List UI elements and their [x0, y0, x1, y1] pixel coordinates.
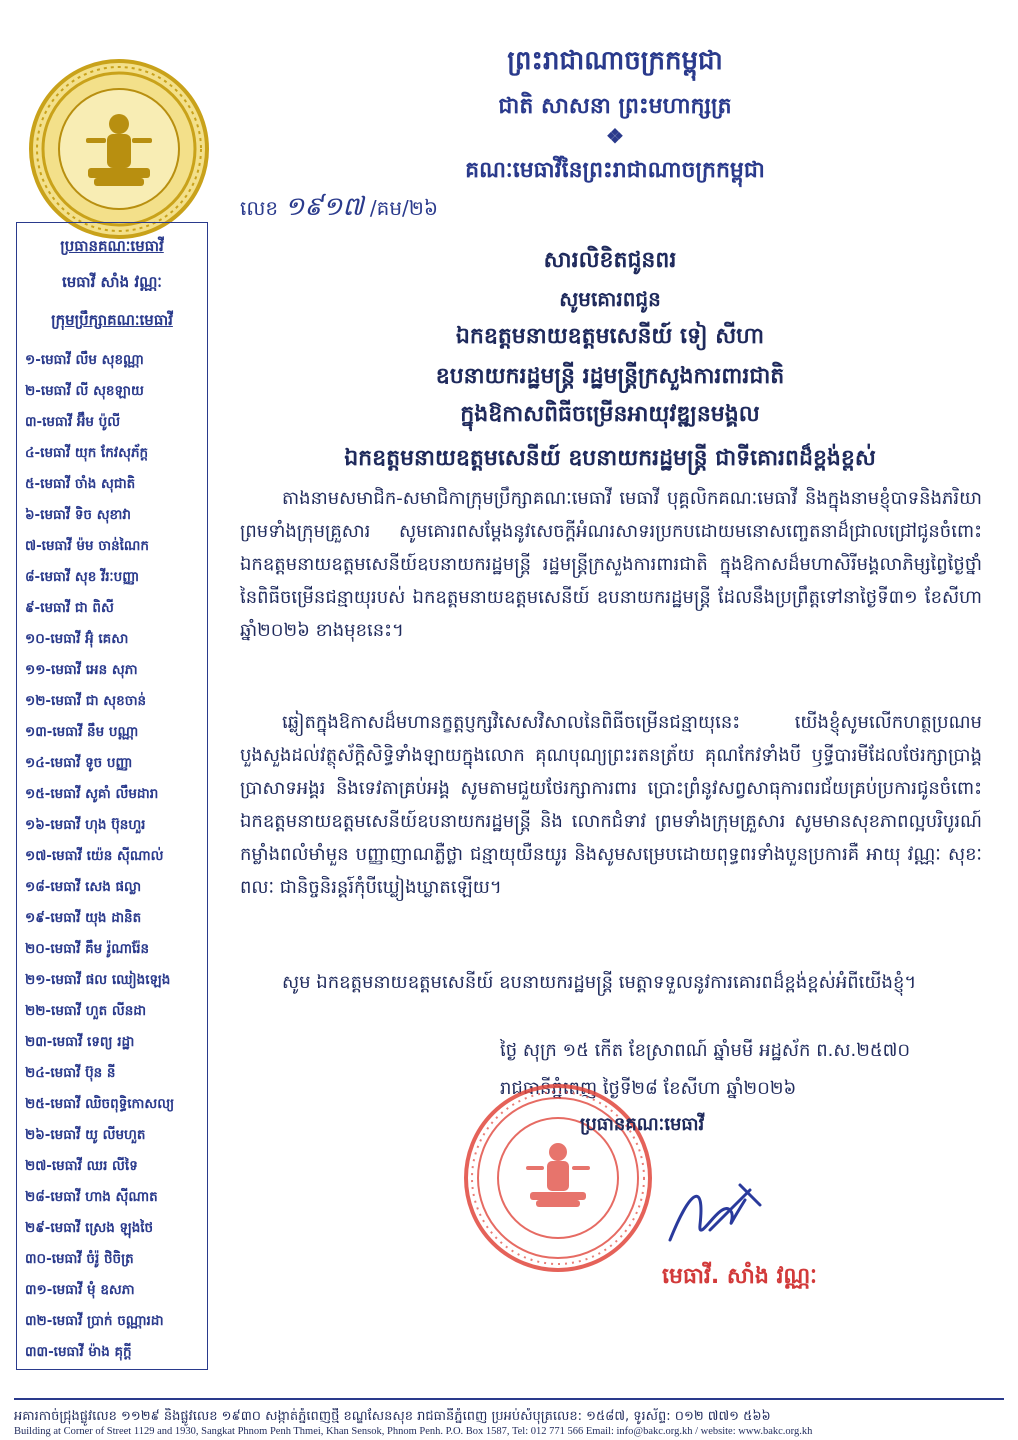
council-member: ២១-មេធាវី ផល ឈៀងឡេង	[25, 972, 171, 988]
official-red-stamp	[462, 1082, 654, 1274]
council-member: ៧-មេធាវី ម៉ម ចាន់ណៃក	[25, 538, 149, 554]
national-motto: ជាតិ សាសនា ព្រះមហាក្សត្រ	[498, 93, 732, 119]
bar-association-emblem	[28, 58, 210, 240]
president-label: ប្រធានគណៈមេធាវី	[60, 237, 164, 255]
council-member: ១០-មេធាវី អ៊ុំ គេសា	[25, 631, 129, 647]
handwritten-signature	[650, 1170, 770, 1260]
council-member: ១៦-មេធាវី ហុង ប៊ុនហួរ	[25, 817, 146, 833]
council-member: ២៤-មេធាវី ប៊ុន នី	[25, 1065, 116, 1081]
reference-handwritten-number: ១៩១៧	[284, 192, 364, 222]
body-paragraph-2: ឆ្លៀតក្នុងឱកាសដ៏មហានក្ខត្តប្ញក្សវិសេសវិសាលនៃពិធីចម្រើនជន្មាយុនេះ យើងខ្ញុំសូមលើកហត្ថប្រណមបួងសួងដល់វត្ថុស័ក្តិសិទ្ធិទាំងឡាយក្នុងលោក គុណបុណ្យព្រះរតនត្រ័យ គុណកែវទាំងបី ឫទ្ធីបារមីដែលថែរក្សាប្រាង្គប្រាសាទអង្គរ និងទេវតាគ្រប់អង្គ សូមតាមជួយថែរក្សាការពារ ប្រោះព្រំនូវសព្វសាធុការពរជ័យគ្រប់ប្រការជូនចំពោះ ឯកឧត្តមនាយឧត្តមសេនីយ៍ឧបនាយករដ្ឋមន្ត្រី និង លោកជំទាវ ព្រមទាំងក្រុមគ្រួសារ សូមមានសុខភាពល្អបរិបូរណ៍ កម្លាំងពលំមាំមួន បញ្ញាញាណភ្លឺថ្លា ជន្មាយុយឺនយូរ និងសូមសម្រេបដោយពុទ្ធពរទាំងបួនប្រការគឺ អាយុ វណ្ណៈ សុខៈ ពលៈ ជានិច្ចនិរន្តរ៍កុំបីឃ្លៀងឃ្លាតឡើយ។	[240, 712, 982, 898]
signer-name: មេធាវី. សាំង វណ្ណៈ	[662, 1264, 817, 1289]
council-sidebar	[16, 222, 208, 1370]
recipient-name: ឯកឧត្តមនាយឧត្តមសេនីយ៍ ទៀ សីហា	[455, 323, 765, 349]
council-label: ក្រុមប្រឹក្សាគណៈមេធាវី	[51, 311, 173, 329]
council-member: ២-មេធាវី លី សុខឡាយ	[25, 383, 144, 399]
council-member: ២៣-មេធាវី ទេព្យ រដ្ឋា	[25, 1034, 135, 1050]
council-member: ១៩-មេធាវី យុង ដានិត	[25, 910, 142, 926]
signer-title: ប្រធានគណៈមេធាវី	[580, 1114, 705, 1135]
council-member: ២៧-មេធាវី ឈរ លីទៃ	[25, 1158, 138, 1174]
council-member: ១-មេធាវី លឹម សុខណ្ណា	[25, 352, 144, 368]
council-member: ១១-មេធាវី អេន សុភា	[25, 662, 138, 678]
council-member: ១៤-មេធាវី ទូច បញ្ញា	[25, 755, 133, 771]
council-member: ៣១-មេធាវី មុំ ឧសភា	[25, 1282, 135, 1298]
solar-date: រាជធានីភ្នំពេញ ថ្ងៃទី២៨ ខែសីហា ឆ្នាំ២០២៦	[500, 1078, 797, 1099]
council-member: ២២-មេធាវី ហួត លីនដា	[25, 1003, 147, 1019]
council-member: ៨-មេធាវី សុខ វីរៈបញ្ញា	[25, 569, 140, 585]
body-paragraph-3: សូម ឯកឧត្តមនាយឧត្តមសេនីយ៍ ឧបនាយករដ្ឋមន្ត្រី មេត្តាទទួលនូវការគោរពដ៏ខ្ពង់ខ្ពស់អំពីយើងខ្ញុំ។	[282, 972, 917, 993]
council-member: ១៣-មេធាវី នឹម បណ្ណា	[25, 724, 139, 740]
organization-name: គណៈមេធាវីនៃព្រះរាជាណាចក្រកម្ពុជា	[465, 157, 765, 183]
council-member: ៥-មេធាវី ចាំង សុជាតិ	[25, 476, 136, 492]
kingdom-heading: ព្រះរាជាណាចក្រកម្ពុជា	[507, 46, 723, 76]
council-member: ១៧-មេធាវី យ៉េន ស៊ីណាល់	[25, 848, 164, 864]
footer-address-english: Building at Corner of Street 1129 and 1930, Sangkat Phnom Penh Thmei, Khan Sensok, Phnom Penh. P.O. Box 1587, Tel: 012 771 566 Email: info@bakc.org.kh / website: www.bakc.org.kh	[14, 1426, 813, 1437]
council-member: ១២-មេធាវី ជា សុខចាន់	[25, 693, 147, 709]
letter-salutation: សូមគោរពជូន	[559, 287, 661, 311]
body-paragraph-1: តាងនាមសមាជិក-សមាជិកាក្រុមប្រឹក្សាគណៈមេធាវី មេធាវី បុគ្គលិកគណៈមេធាវី និងក្នុងនាមខ្ញុំបាទនិងភរិយា ព្រមទាំងក្រុមគ្រួសារ សូមគោរពសម្តែងនូវសេចក្តីអំណរសាទរប្រកបដោយមនោសញ្ចេតនាដ៏ជ្រាលជ្រៅជូនចំពោះ ឯកឧត្តមនាយឧត្តមសេនីយ៍ឧបនាយករដ្ឋមន្ត្រី រដ្ឋមន្ត្រីក្រសួងការពារជាតិ ក្នុងឱកាសដ៏មហាសិរីមង្គលាភិម្សព្វៃថ្ងៃថ្នាំនៃពិធីចម្រើនជន្មាយុរបស់ ឯកឧត្តមនាយឧត្តមសេនីយ៍ ឧបនាយករដ្ឋមន្ត្រី ដែលនឹងប្រព្រឹត្តទៅនាថ្ងៃទី៣១ ខែសីហា ឆ្នាំ២០២៦ ខាងមុខនេះ។	[240, 488, 982, 641]
reference-suffix: /គម/២៦	[369, 196, 439, 220]
council-member: ៦-មេធាវី ទិច សុខាវា	[25, 507, 131, 523]
recipient-position: ឧបនាយករដ្ឋមន្ត្រី រដ្ឋមន្ត្រីក្រសួងការពារជាតិ	[435, 363, 785, 389]
president-name: មេធាវី សាំង វណ្ណៈ	[62, 273, 162, 291]
letter-title: សារលិខិតជូនពរ	[543, 247, 677, 273]
council-member: ១៥-មេធាវី សូគាំ លឹមដារា	[25, 786, 159, 802]
council-member: ៣-មេធាវី អ៊ឹម ប៉ូលី	[25, 414, 121, 430]
ornament-divider: ❖	[606, 124, 624, 148]
council-member: ៩-មេធាវី ជា ពិសី	[25, 600, 114, 616]
council-member: ២៩-មេធាវី ស្រេង ឡុងថៃ	[25, 1220, 154, 1236]
council-member: ២៨-មេធាវី ហាង ស៊ីណាត	[25, 1189, 158, 1205]
lunar-date: ថ្ងៃ សុក្រ ១៥ កើត ខែស្រាពណ៍ ឆ្នាំមមី អដ្ឋស័ក ព.ស.២៥៧០	[500, 1040, 911, 1061]
council-member: ៤-មេធាវី យុក កែវសុភ័ក្ត	[25, 445, 149, 461]
council-member: ៣០-មេធាវី ចំរ៉ូ ថិចិត្រ	[25, 1251, 134, 1267]
council-member: ៣៣-មេធាវី ម៉ាង គុក្តី	[25, 1344, 132, 1360]
footer-divider	[14, 1398, 1004, 1400]
council-member: ២៥-មេធាវី ឈិចពុទ្ធិកោសល្យ	[25, 1096, 175, 1112]
council-member-list	[25, 345, 199, 1368]
reference-prefix: លេខ	[240, 196, 279, 220]
council-member: ៣២-មេធាវី ប្រាក់ ចណ្ណារដា	[25, 1313, 164, 1329]
council-member: ២០-មេធាវី គឹម រ៉ូណារ៉ែន	[25, 941, 150, 957]
occasion-line: ក្នុងឱកាសពិធីចម្រើនអាយុវឌ្ឍនមង្គល	[460, 401, 760, 427]
council-member: ២៦-មេធាវី យូ លីមហួត	[25, 1127, 146, 1143]
recipient-honorific: ឯកឧត្តមនាយឧត្តមសេនីយ៍ ឧបនាយករដ្ឋមន្ត្រី ជាទីគោរពដ៏ខ្ពង់ខ្ពស់	[344, 445, 876, 471]
footer-address-khmer: អគារកាច់ជ្រុងផ្លូវលេខ ១១២៩ និងផ្លូវលេខ ១៩៣០ សង្កាត់ភ្នំពេញថ្មី ខណ្ឌសែនសុខ រាជធានីភ្នំពេញ ប្រអប់សំបុត្រលេខ: ១៥៨៧, ទូរស័ព្ទ: ០១២ ៧៧១ ៥៦៦	[14, 1409, 771, 1424]
council-member: ១៨-មេធាវី សេង ផល្លា	[25, 879, 142, 895]
reference-number	[240, 190, 438, 228]
